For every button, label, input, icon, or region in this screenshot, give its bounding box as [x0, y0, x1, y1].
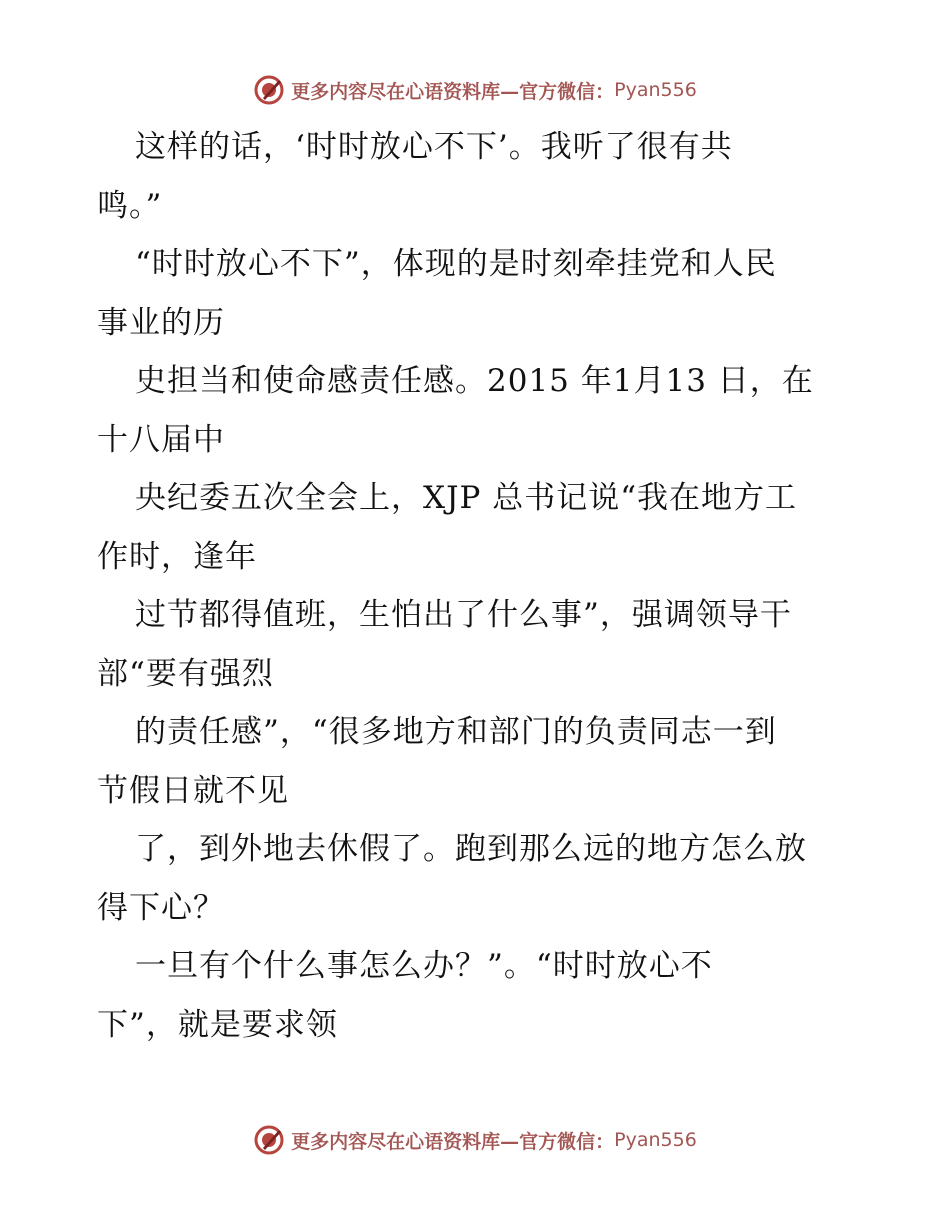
body-line: 一旦有个什么事怎么办？”。“时时放心不	[135, 948, 713, 984]
brand-logo-icon	[253, 1124, 285, 1156]
header-watermark	[0, 70, 950, 110]
body-line: 部“要有强烈	[97, 655, 274, 692]
body-line: 了，到外地去休假了。跑到那么远的地方怎么放	[135, 831, 807, 867]
body-line: “时时放心不下”，体现的是时刻牵挂党和人民	[135, 246, 777, 282]
body-line: 节假日就不见	[97, 772, 289, 809]
body-line: 十八届中	[97, 421, 225, 458]
body-line: 得下心？	[97, 889, 225, 926]
body-line: 过节都得值班，生怕出了什么事”，强调领导干	[135, 597, 792, 633]
body-line: 下”，就是要求领	[97, 1006, 338, 1043]
watermark-text: 更多内容尽在心语资料库—官方微信：	[291, 80, 615, 103]
brand-logo-icon	[253, 74, 285, 106]
body-line: 的责任感”，“很多地方和部门的负责同志一到	[135, 714, 777, 750]
body-line: 央纪委五次全会上，XJP 总书记说“我在地方工	[135, 480, 798, 516]
footer-watermark	[0, 1120, 950, 1160]
body-line: 作时，逢年	[97, 538, 257, 575]
body-line: 史担当和使命感责任感。2015 年1月13 日，在	[135, 363, 814, 399]
watermark-id: Pyan556	[614, 79, 697, 101]
body-line: 这样的话，‘时时放心不下’。我听了很有共	[135, 129, 733, 165]
document-body	[97, 118, 857, 1054]
body-line: 鸣。”	[97, 187, 163, 224]
watermark-id: Pyan556	[614, 1129, 697, 1151]
body-line: 事业的历	[97, 304, 225, 341]
watermark-text: 更多内容尽在心语资料库—官方微信：	[291, 1130, 615, 1153]
